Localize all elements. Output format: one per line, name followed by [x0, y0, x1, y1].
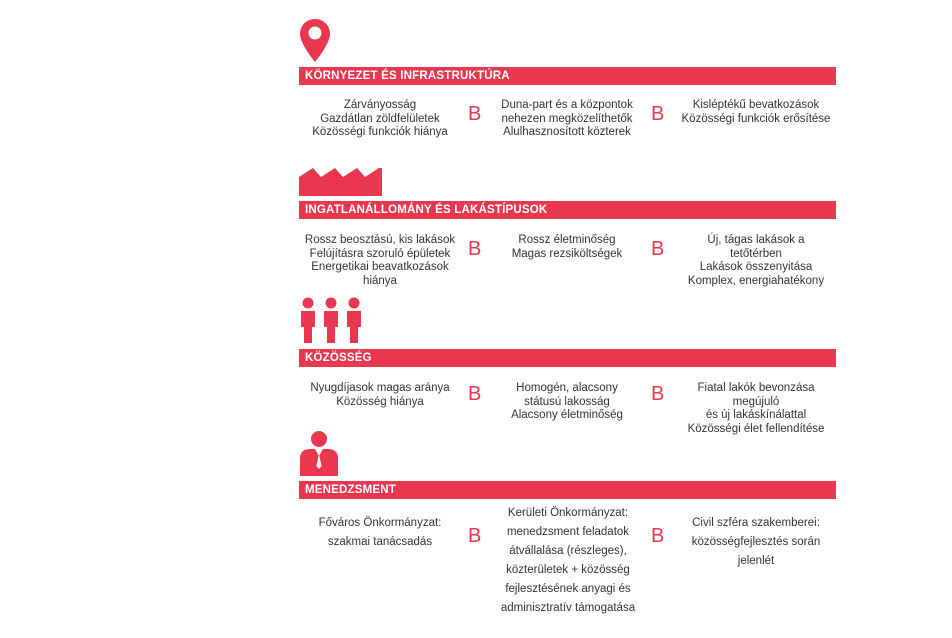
consequence-text: Kerületi Önkormányzat: menedzsment feladatok átvállalása (részleges), közterületek + közösség fejlesztésének anyagi és adminisztratív támogatása: [500, 507, 636, 614]
problem-text: Rossz beosztású, kis lakások Felújításra szoruló épületek Energetikai beavatkozások hiánya: [304, 234, 456, 287]
consequence-text: Rossz életminőség Magas rezsiköltségek: [511, 234, 623, 260]
problem-text: Zárványosság Gazdátlan zöldfelületek Közösségi funkciók hiánya: [312, 99, 448, 138]
manager-person-icon: [299, 430, 339, 476]
arrow-glyph: B: [468, 383, 482, 405]
consequence-text: Homogén, alacsony státusú lakosság Alacsony életminőség: [511, 382, 623, 421]
solution-text: Új, tágas lakások a tetőtérben Lakások összenyitása Komplex, energiahatékony: [687, 234, 825, 287]
arrow-glyph: B: [651, 525, 665, 547]
sawtooth-buildings-icon: [299, 164, 382, 196]
section-title: KÖRNYEZET ÉS INFRASTRUKTÚRA: [299, 67, 836, 85]
people-group-icon: [299, 296, 365, 344]
arrow-glyph: B: [651, 103, 665, 125]
section-title: MENEDZSMENT: [299, 481, 836, 499]
arrow-glyph: B: [468, 103, 482, 125]
solution-text: Civil szféra szakemberei: közösségfejlesztés során jelenlét: [691, 517, 821, 567]
problem-text: Főváros Önkormányzat: szakmai tanácsadás: [318, 517, 442, 548]
arrow-glyph: B: [651, 238, 665, 260]
location-pin-icon: [299, 18, 331, 64]
arrow-glyph: B: [468, 525, 482, 547]
arrow-glyph: B: [468, 238, 482, 260]
section-title: KÖZÖSSÉG: [299, 349, 836, 367]
consequence-text: Duna-part és a központok nehezen megközelíthetők Alulhasznosított közterek: [501, 99, 633, 138]
problem-text: Nyugdíjasok magas aránya Közösség hiánya: [310, 382, 450, 408]
arrow-glyph: B: [651, 383, 665, 405]
solution-text: Fiatal lakók bevonzása megújuló és új lakáskínálattal Közösségi élet fellendítése: [687, 382, 825, 435]
section-title: INGATLANÁLLOMÁNY ÉS LAKÁSTÍPUSOK: [299, 201, 836, 219]
solution-text: Kisléptékű bevatkozások Közösségi funkciók erősítése: [681, 99, 831, 125]
